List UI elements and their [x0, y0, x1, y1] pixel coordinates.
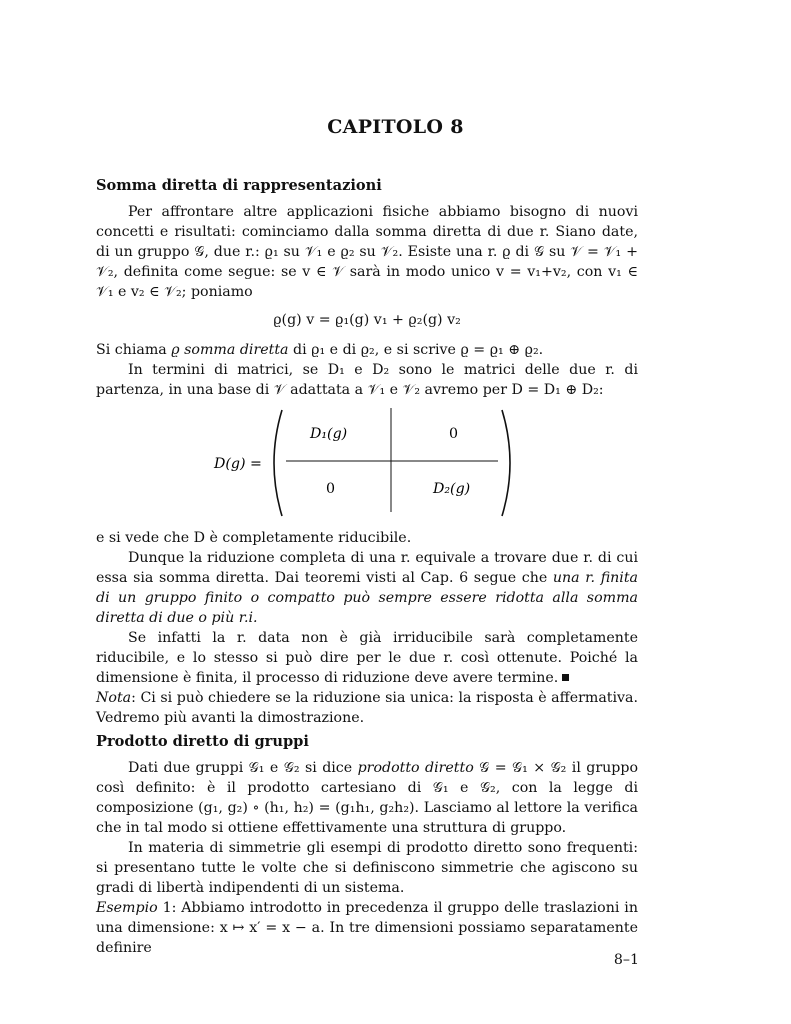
paragraph: Per affrontare altre applicazioni fisiche abbiamo bisogno di nuovi concetti e risultati: cominciamo dalla somma diretta di due r. Siano date, di un gruppo 𝒢, due r.: ϱ₁ su 𝒱₁ e ϱ₂ su 𝒱₂. Esiste una r. ϱ di 𝒢 su 𝒱 = 𝒱₁ + 𝒱₂, definita come segue: se v ∈ 𝒱 sarà in modo unico v = v₁+v₂, con v₁ ∈ 𝒱₁ e v₂ ∈ 𝒱₂; poniamo — [96, 204, 638, 300]
example-paragraph: Esempio 1: Abbiamo introdotto in precedenza il gruppo delle traslazioni in una dimensione: x ↦ x′ = x − a. In tre dimensioni possiamo separatamente definire — [96, 900, 638, 956]
equation: ϱ(g) v = ϱ₁(g) v₁ + ϱ₂(g) v₂ — [273, 312, 461, 328]
qed-square-icon — [562, 674, 569, 681]
chapter-title: CAPITOLO 8 — [327, 116, 464, 138]
section-heading: Prodotto diretto di gruppi — [96, 733, 309, 750]
section-prodotto-diretto — [96, 732, 638, 958]
block-matrix — [96, 406, 638, 520]
note-paragraph: Nota: Ci si può chiedere se la riduzione sia unica: la risposta è affermativa. Vedremo più avanti la dimostrazione. — [96, 690, 638, 726]
block-matrix-figure — [96, 406, 638, 520]
paragraph: Si chiama ϱ somma diretta di ϱ₁ e di ϱ₂, e si scrive ϱ = ϱ₁ ⊕ ϱ₂. — [96, 342, 544, 358]
page-number: 8–1 — [613, 952, 639, 968]
paragraph: In termini di matrici, se D₁ e D₂ sono le matrici delle due r. di partenza, in una base di 𝒱 adattata a 𝒱₁ e 𝒱₂ avremo per D = D₁ ⊕ D₂: — [96, 362, 638, 398]
paragraph: Dunque la riduzione completa di una r. equivale a trovare due r. di cui essa sia somma diretta. Dai teoremi visti al Cap. 6 segue che una r. finita di un gruppo finito o compatto può sempre essere ridotta alla somma diretta di due o più r.i. — [96, 550, 638, 626]
paragraph: e si vede che D è completamente riducibile. — [96, 530, 412, 546]
section-somma-diretta — [96, 176, 638, 728]
paragraph: In materia di simmetrie gli esempi di prodotto diretto sono frequenti: si presentano tutte le volte che si definiscono simmetrie che agiscono su gradi di libertà indipendenti di un sistema. — [96, 840, 638, 896]
section-heading: Somma diretta di rappresentazioni — [96, 177, 382, 194]
matrix-d1: D₁(g) — [310, 426, 348, 442]
matrix-zero-bottom-left: 0 — [326, 481, 336, 497]
paragraph: Dati due gruppi 𝒢₁ e 𝒢₂ si dice prodotto diretto 𝒢 = 𝒢₁ × 𝒢₂ il gruppo così definito: è il prodotto cartesiano di 𝒢₁ e 𝒢₂, con la legge di composizione (g₁, g₂) ∘ (h₁, h₂) = (g₁h₁, g₂h₂). Lasciamo al lettore la verifica che in tal modo si ottiene effettivamente una struttura di gruppo. — [96, 760, 638, 836]
matrix-lhs: D(g) = — [214, 456, 262, 472]
matrix-left-paren — [274, 410, 282, 516]
paragraph: Se infatti la r. data non è già irriducibile sarà completamente riducibile, e lo stesso si può dire per le due r. così ottenute. Poiché la dimensione è finita, il processo di riduzione deve avere termine. — [96, 630, 638, 686]
matrix-d2: D₂(g) — [433, 481, 471, 497]
matrix-right-paren — [502, 410, 510, 516]
matrix-zero-top-right: 0 — [449, 426, 459, 442]
